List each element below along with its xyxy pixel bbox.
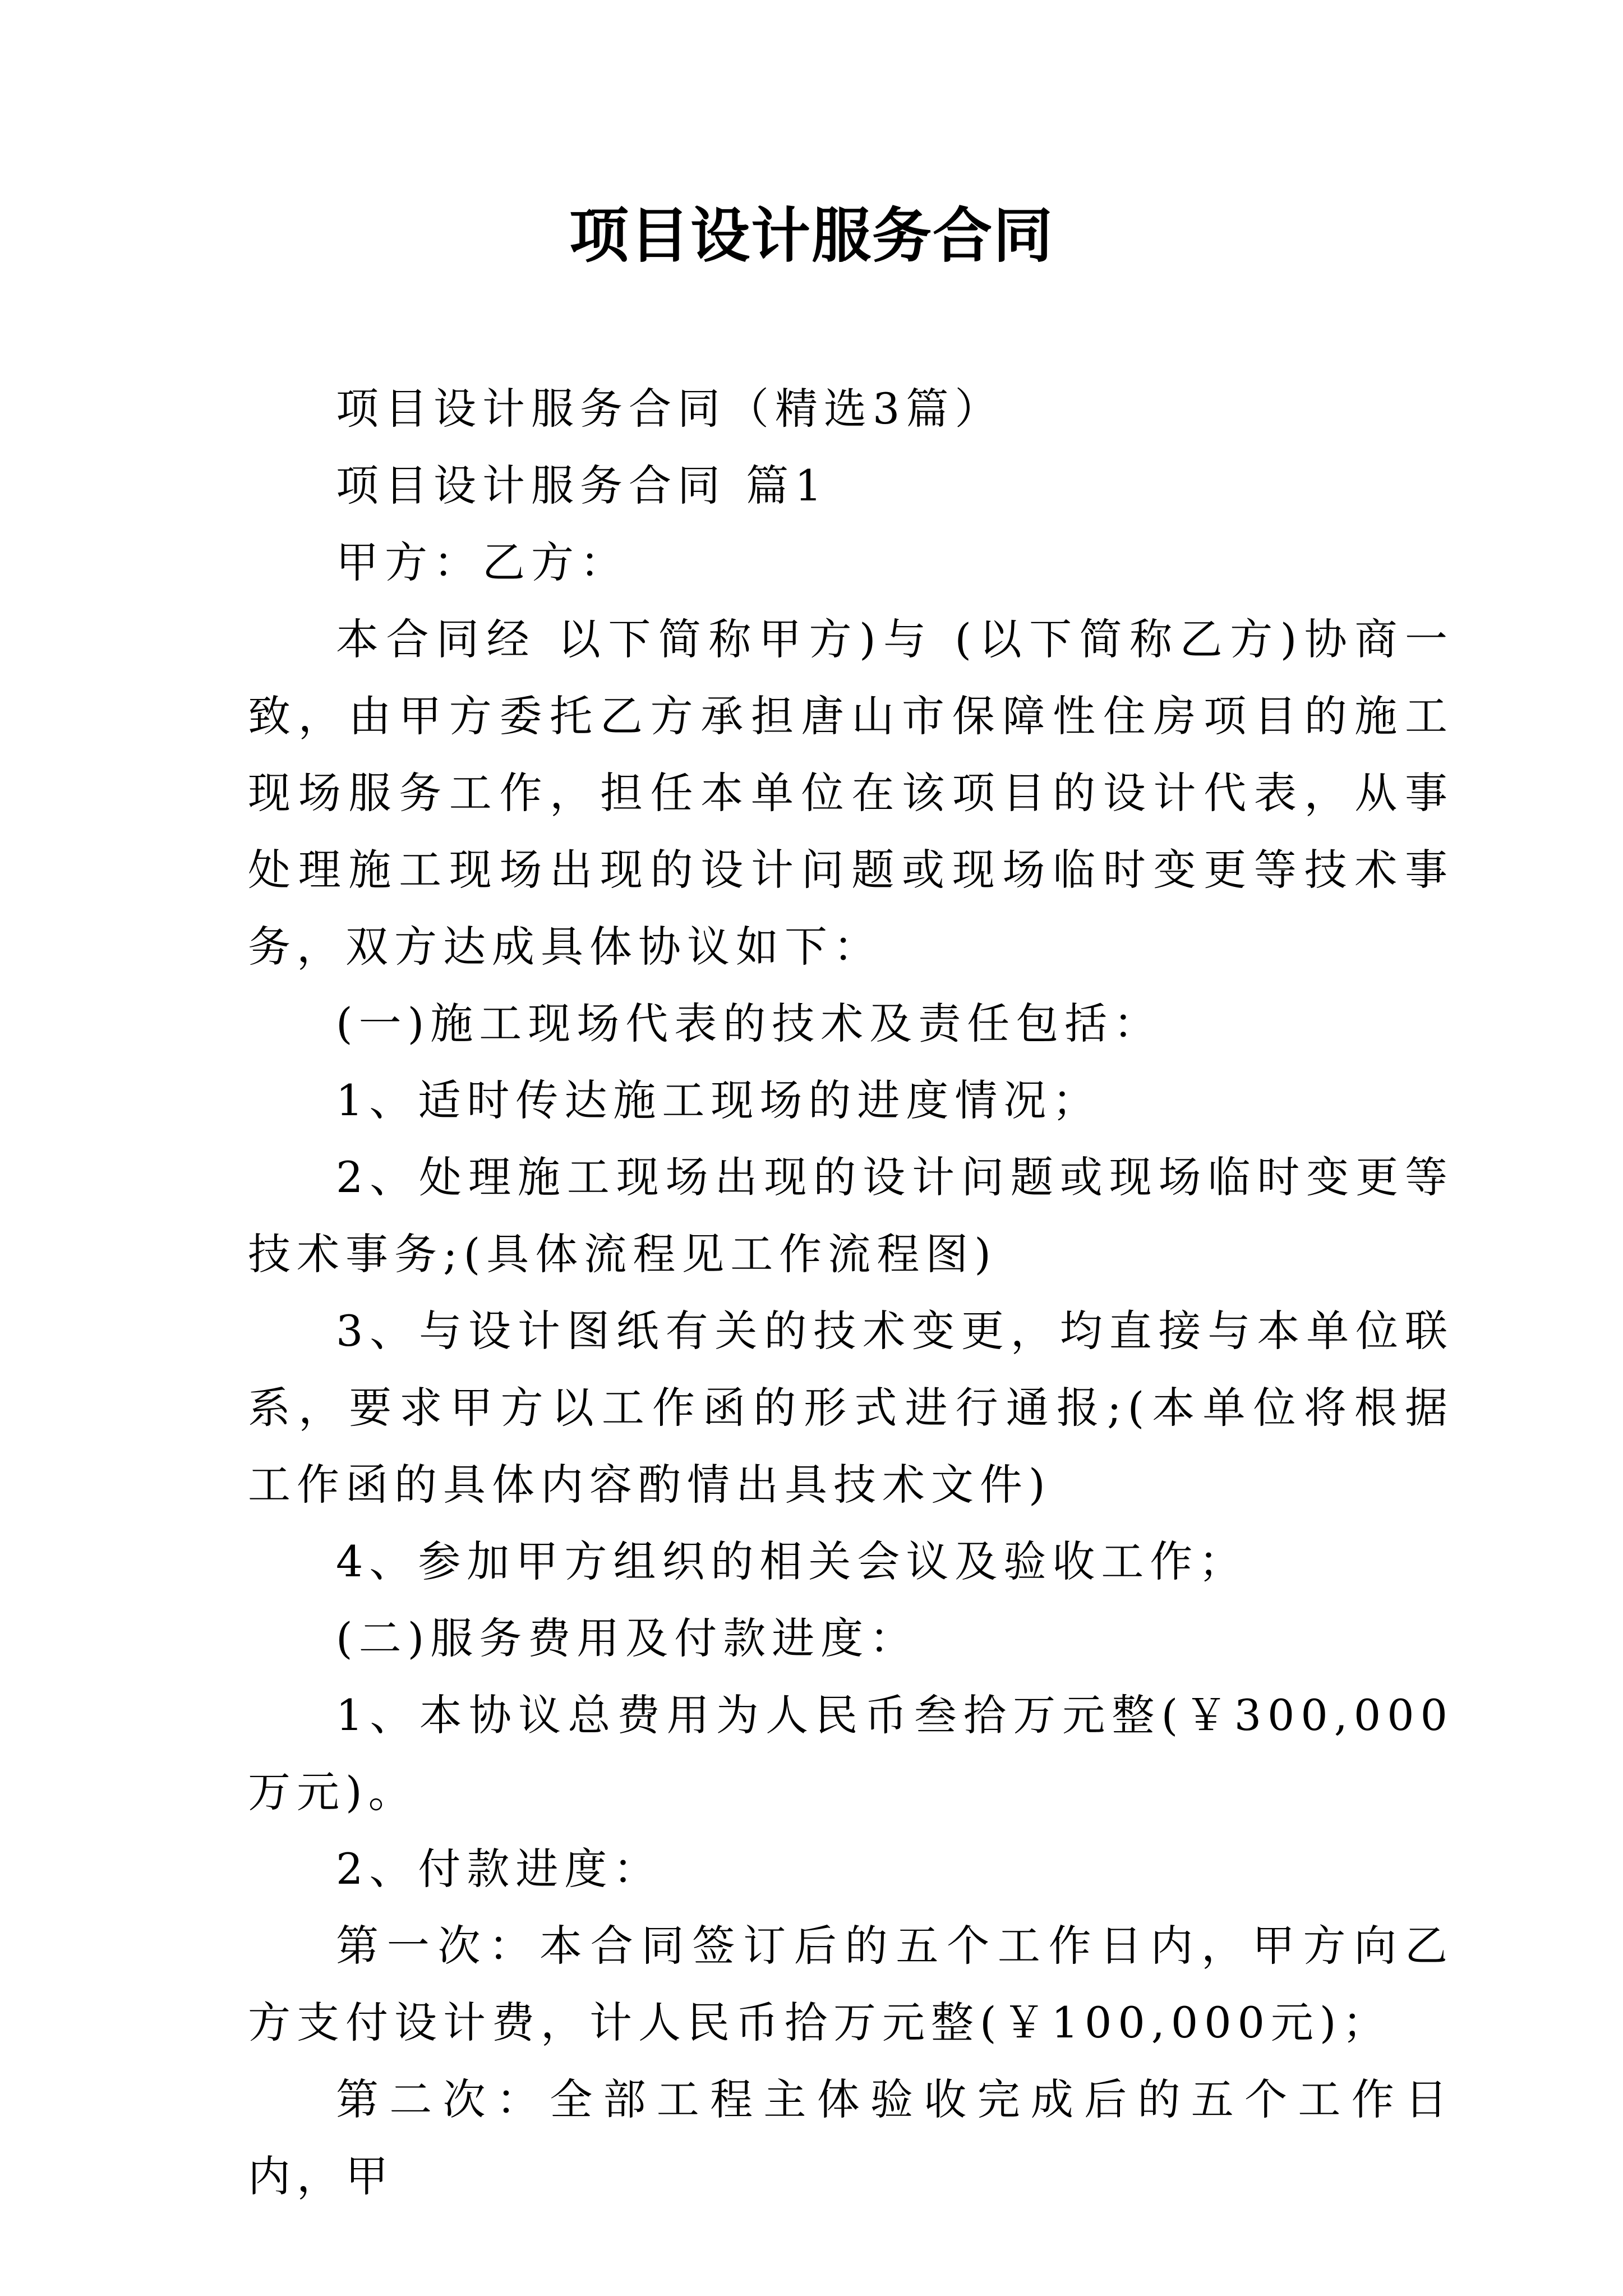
paragraph-item-4: 4、参加甲方组织的相关会议及验收工作；	[336, 1536, 1248, 1586]
paragraph-first-payment: 第一次：本合同签订后的五个工作日内，甲方向乙方支付设计费，计人民币拾万元整(￥100,000元)；	[248, 1921, 1454, 2047]
paragraph-parties: 甲方：乙方：	[336, 537, 629, 587]
paragraph-item-1: 1、适时传达施工现场的进度情况；	[336, 1075, 1101, 1125]
paragraph-item-3: 3、与设计图纸有关的技术变更，均直接与本单位联系，要求甲方以工作函的形式进行通报;(本单位将根据工作函的具体内容酌情出具技术文件)	[248, 1306, 1454, 1510]
paragraph-second-payment: 第二次：全部工程主体验收完成后的五个工作日内，甲	[248, 2074, 1454, 2201]
paragraph-section-2-heading: (二)服务费用及付款进度：	[336, 1613, 919, 1663]
paragraph-preamble: 本合同经 以下简称甲方)与 (以下简称乙方)协商一致，由甲方委托乙方承担唐山市保障性住房项目的施工现场服务工作，担任本单位在该项目的设计代表，从事处理施工现场出现的设计问题或现场临时变更等技术事务，双方达成具体协议如下：	[248, 614, 1454, 972]
paragraph-article-heading: 项目设计服务合同 篇1	[336, 461, 828, 510]
paragraph-collection-heading: 项目设计服务合同（精选3篇）	[336, 384, 1004, 434]
paragraph-payment-schedule: 2、付款进度：	[336, 1844, 662, 1894]
paragraph-section-1-heading: (一)施工现场代表的技术及责任包括：	[336, 999, 1163, 1048]
paragraph-total-fee: 1、本协议总费用为人民币叁拾万元整(￥300,000万元)。	[248, 1690, 1454, 1817]
document-title: 项目设计服务合同	[569, 200, 1054, 270]
paragraph-item-2: 2、处理施工现场出现的设计问题或现场临时变更等技术事务;(具体流程见工作流程图)	[248, 1152, 1454, 1279]
document-body	[248, 370, 1454, 2215]
